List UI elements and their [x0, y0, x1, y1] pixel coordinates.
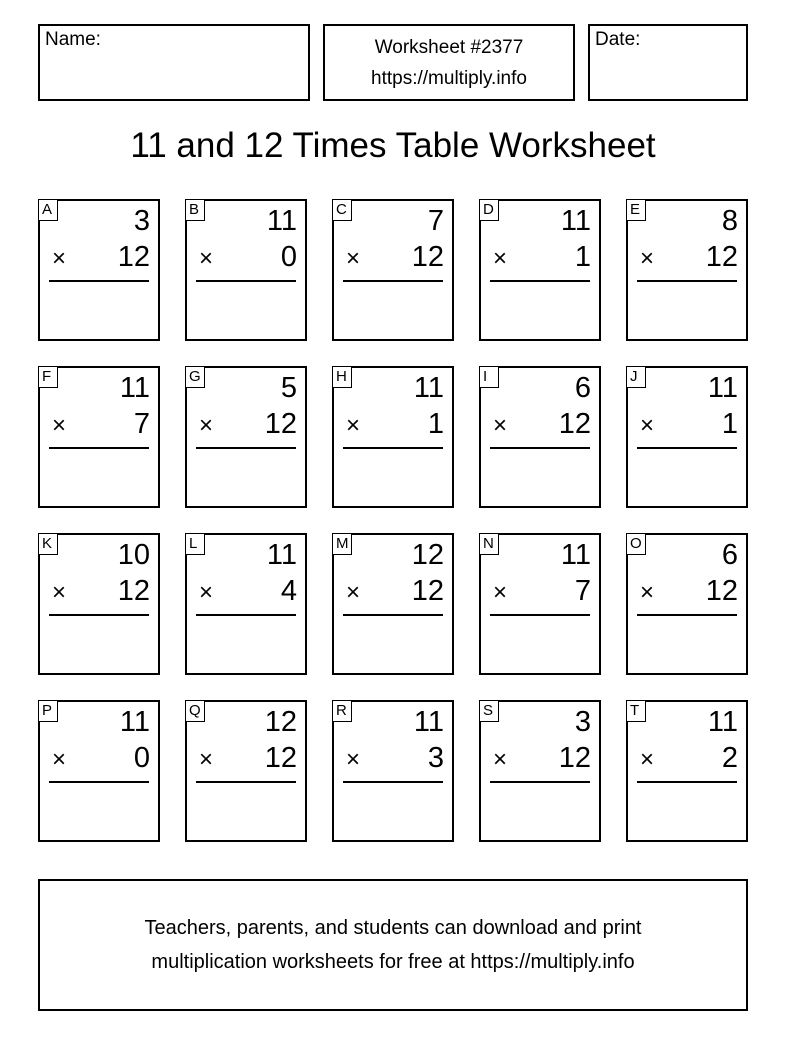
multiplier: 0: [280, 241, 297, 273]
multiplicand: 11: [707, 372, 738, 404]
problem-letter: E: [626, 199, 646, 221]
multiplicand: 8: [721, 205, 738, 237]
problem-letter: C: [332, 199, 352, 221]
multiplier: 12: [411, 241, 444, 273]
multiplicand: 11: [413, 372, 444, 404]
answer-line: [196, 280, 296, 282]
multiplicand: 11: [119, 372, 150, 404]
times-icon: ×: [199, 412, 214, 439]
multiplicand: 11: [119, 706, 150, 738]
multiplicand: 11: [560, 205, 591, 237]
problem-letter: P: [38, 700, 58, 722]
problem-letter: Q: [185, 700, 205, 722]
answer-line: [343, 614, 443, 616]
problem-card[interactable]: [332, 199, 454, 341]
answer-line: [196, 614, 296, 616]
worksheet-url: https://multiply.info: [371, 68, 527, 89]
problem-card[interactable]: [626, 199, 748, 341]
multiplicand: 10: [117, 539, 150, 571]
times-icon: ×: [640, 245, 655, 272]
multiplicand: 12: [264, 706, 297, 738]
answer-line: [49, 280, 149, 282]
problem-letter: B: [185, 199, 205, 221]
multiplicand: 12: [411, 539, 444, 571]
multiplier: 0: [133, 742, 150, 774]
name-field[interactable]: [38, 24, 310, 101]
multiplier: 7: [574, 575, 591, 607]
problem-card[interactable]: [479, 366, 601, 508]
answer-line: [343, 280, 443, 282]
answer-line: [490, 781, 590, 783]
multiplier: 1: [721, 408, 738, 440]
problem-letter: D: [479, 199, 499, 221]
times-icon: ×: [346, 412, 361, 439]
answer-line: [49, 781, 149, 783]
multiplier: 12: [558, 408, 591, 440]
multiplier: 12: [705, 241, 738, 273]
answer-line: [490, 614, 590, 616]
times-icon: ×: [199, 746, 214, 773]
multiplicand: 3: [133, 205, 150, 237]
footer-line-1: Teachers, parents, and students can download and print: [144, 917, 642, 939]
problem-card[interactable]: [626, 533, 748, 675]
multiplier: 12: [411, 575, 444, 607]
multiplicand: 3: [574, 706, 591, 738]
times-icon: ×: [493, 746, 508, 773]
times-icon: ×: [52, 579, 67, 606]
problem-card[interactable]: [479, 700, 601, 842]
problem-letter: M: [332, 533, 352, 555]
page-title: 11 and 12 Times Table Worksheet: [130, 126, 656, 165]
multiplier: 4: [280, 575, 297, 607]
footer-box: [38, 879, 748, 1011]
times-icon: ×: [640, 412, 655, 439]
problem-letter: O: [626, 533, 646, 555]
answer-line: [490, 447, 590, 449]
times-icon: ×: [199, 245, 214, 272]
multiplier: 1: [427, 408, 444, 440]
times-icon: ×: [493, 579, 508, 606]
multiplicand: 6: [574, 372, 591, 404]
problem-letter: I: [479, 366, 499, 388]
answer-line: [343, 447, 443, 449]
date-label: Date:: [595, 29, 641, 50]
problem-card[interactable]: [626, 700, 748, 842]
answer-line: [196, 781, 296, 783]
problem-card[interactable]: [185, 366, 307, 508]
multiplier: 1: [574, 241, 591, 273]
times-icon: ×: [199, 579, 214, 606]
times-icon: ×: [346, 245, 361, 272]
times-icon: ×: [52, 412, 67, 439]
multiplier: 2: [721, 742, 738, 774]
worksheet-number: Worksheet #2377: [374, 37, 524, 58]
problem-letter: F: [38, 366, 58, 388]
problem-letter: A: [38, 199, 58, 221]
multiplicand: 11: [413, 706, 444, 738]
times-icon: ×: [346, 579, 361, 606]
problem-card[interactable]: [479, 533, 601, 675]
times-icon: ×: [52, 245, 67, 272]
problem-card[interactable]: [626, 366, 748, 508]
times-icon: ×: [493, 412, 508, 439]
multiplicand: 11: [266, 539, 297, 571]
problem-letter: R: [332, 700, 352, 722]
problem-letter: N: [479, 533, 499, 555]
multiplier: 7: [133, 408, 150, 440]
problem-card[interactable]: [38, 533, 160, 675]
problem-letter: L: [185, 533, 205, 555]
problem-letter: G: [185, 366, 205, 388]
answer-line: [637, 280, 737, 282]
answer-line: [637, 447, 737, 449]
multiplier: 3: [427, 742, 444, 774]
footer-line-2: multiplication worksheets for free at https://multiply.info: [151, 951, 635, 973]
times-icon: ×: [640, 579, 655, 606]
answer-line: [637, 781, 737, 783]
problem-letter: S: [479, 700, 499, 722]
problem-card[interactable]: [185, 533, 307, 675]
problem-card[interactable]: [332, 366, 454, 508]
date-field[interactable]: [588, 24, 748, 101]
multiplier: 12: [705, 575, 738, 607]
problem-card[interactable]: [332, 533, 454, 675]
times-icon: ×: [493, 245, 508, 272]
answer-line: [490, 280, 590, 282]
times-icon: ×: [346, 746, 361, 773]
problem-letter: H: [332, 366, 352, 388]
multiplicand: 11: [707, 706, 738, 738]
multiplicand: 6: [721, 539, 738, 571]
multiplicand: 5: [280, 372, 297, 404]
problem-card[interactable]: [479, 199, 601, 341]
multiplicand: 7: [427, 205, 444, 237]
worksheet-info-box: [323, 24, 575, 101]
answer-line: [49, 614, 149, 616]
answer-line: [49, 447, 149, 449]
multiplicand: 11: [560, 539, 591, 571]
answer-line: [637, 614, 737, 616]
answer-line: [343, 781, 443, 783]
multiplier: 12: [117, 575, 150, 607]
times-icon: ×: [640, 746, 655, 773]
problem-card[interactable]: [185, 199, 307, 341]
name-label: Name:: [45, 29, 101, 50]
multiplier: 12: [117, 241, 150, 273]
problem-card[interactable]: [38, 366, 160, 508]
answer-line: [196, 447, 296, 449]
multiplier: 12: [264, 408, 297, 440]
problem-card[interactable]: [332, 700, 454, 842]
problem-letter: T: [626, 700, 646, 722]
multiplier: 12: [264, 742, 297, 774]
multiplier: 12: [558, 742, 591, 774]
problem-letter: J: [626, 366, 646, 388]
problem-card[interactable]: [185, 700, 307, 842]
times-icon: ×: [52, 746, 67, 773]
problem-card[interactable]: [38, 700, 160, 842]
multiplicand: 11: [266, 205, 297, 237]
problem-card[interactable]: [38, 199, 160, 341]
problem-letter: K: [38, 533, 58, 555]
